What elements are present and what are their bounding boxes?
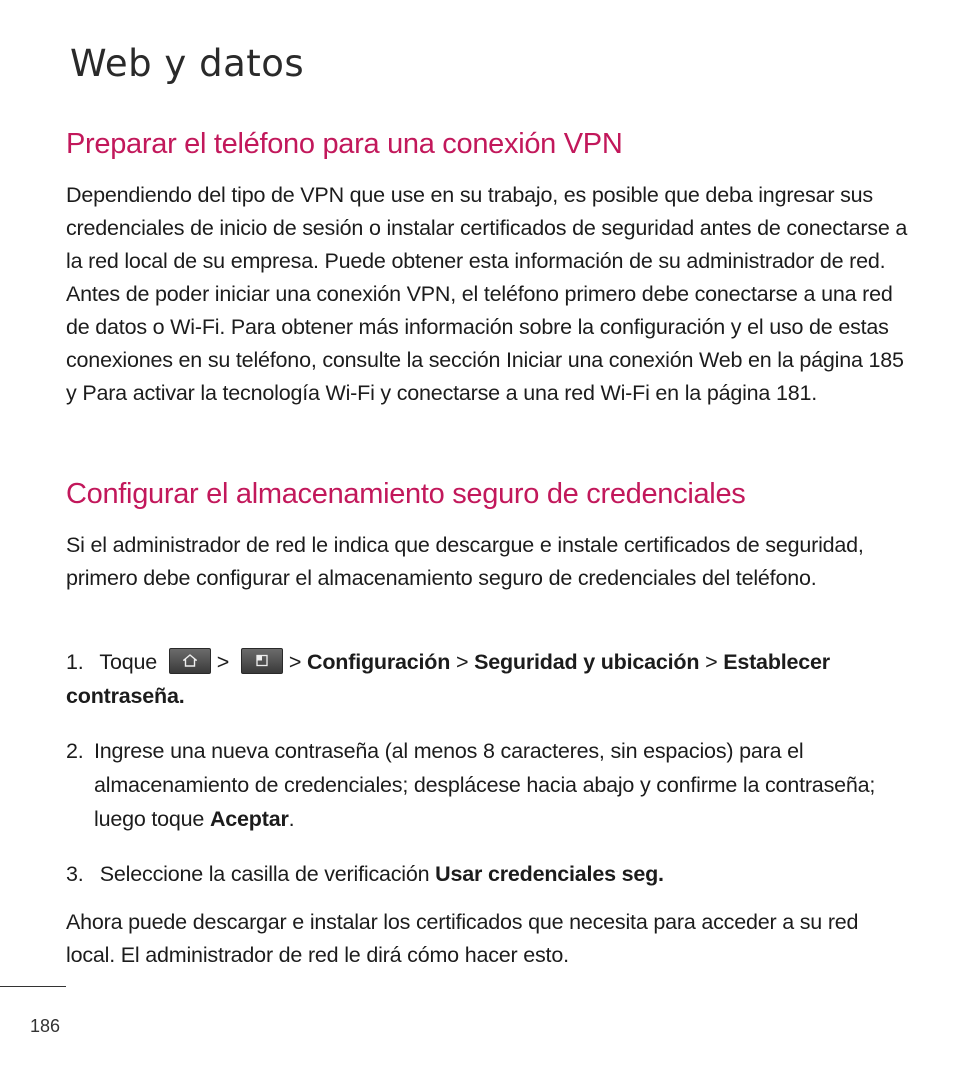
accept-label: Aceptar <box>209 807 289 831</box>
separator: > <box>288 650 302 674</box>
credentials-intro-paragraph: Si el administrador de red le indica que descargue e instale certificados de seguridad, primero debe configurar el almacenamiento seguro de credenciales del teléfono. <box>66 533 864 590</box>
section-heading-vpn: Preparar el teléfono para una conexión VPN <box>66 128 623 160</box>
security-location-label: Seguridad y ubicación <box>474 650 700 674</box>
home-key-icon <box>169 648 211 674</box>
set-password-label: Establecer contraseña. <box>66 650 830 708</box>
page-number: 186 <box>30 1016 61 1036</box>
section-heading-credentials: Configurar el almacenamiento seguro de credenciales <box>66 478 746 510</box>
step-text: Seleccione la casilla de verificación <box>99 862 430 886</box>
settings-label: Configuración <box>307 650 451 674</box>
step-2 <box>66 734 914 836</box>
step-text: Toque <box>99 650 157 674</box>
separator: > <box>705 650 718 674</box>
separator: > <box>455 650 469 674</box>
menu-key-icon <box>241 648 283 674</box>
chapter-title: Web y datos <box>70 42 305 85</box>
use-secure-credentials-label: Usar credenciales seg. <box>435 862 664 886</box>
footer-divider <box>0 986 66 987</box>
step-number: 1. <box>66 650 84 674</box>
step-1 <box>66 645 886 713</box>
separator: > <box>216 650 230 674</box>
credentials-outro-paragraph: Ahora puede descargar e instalar los certificados que necesita para acceder a su red local. El administrador de red le dirá cómo hacer esto. <box>66 910 859 967</box>
step-3 <box>66 857 886 891</box>
vpn-body-paragraph: Dependiendo del tipo de VPN que use en su trabajo, es posible que deba ingresar sus credenciales de inicio de sesión o instalar certificados de seguridad antes de conectarse a la red local de su empresa. Puede obtener esta información de su administrador de red. Antes de poder iniciar una conexión VPN, el teléfono primero debe conectarse a una red de datos o Wi-Fi. Para obtener más información sobre la configuración y el uso de estas conexiones en su teléfono, consulte la sección Iniciar una conexión Web en la página 185 y Para activar la tecnología Wi-Fi y conectarse a una red Wi-Fi en la página 181. <box>66 183 908 405</box>
step-number: 2. <box>66 739 84 763</box>
step-text: Ingrese una nueva contraseña (al menos 8 caracteres, sin espacios) para el almacenamiento de credenciales; desplácese hacia abajo y confirme la contraseña; luego toque <box>94 739 876 831</box>
step-tail: . <box>288 807 295 831</box>
step-number: 3. <box>66 862 84 886</box>
